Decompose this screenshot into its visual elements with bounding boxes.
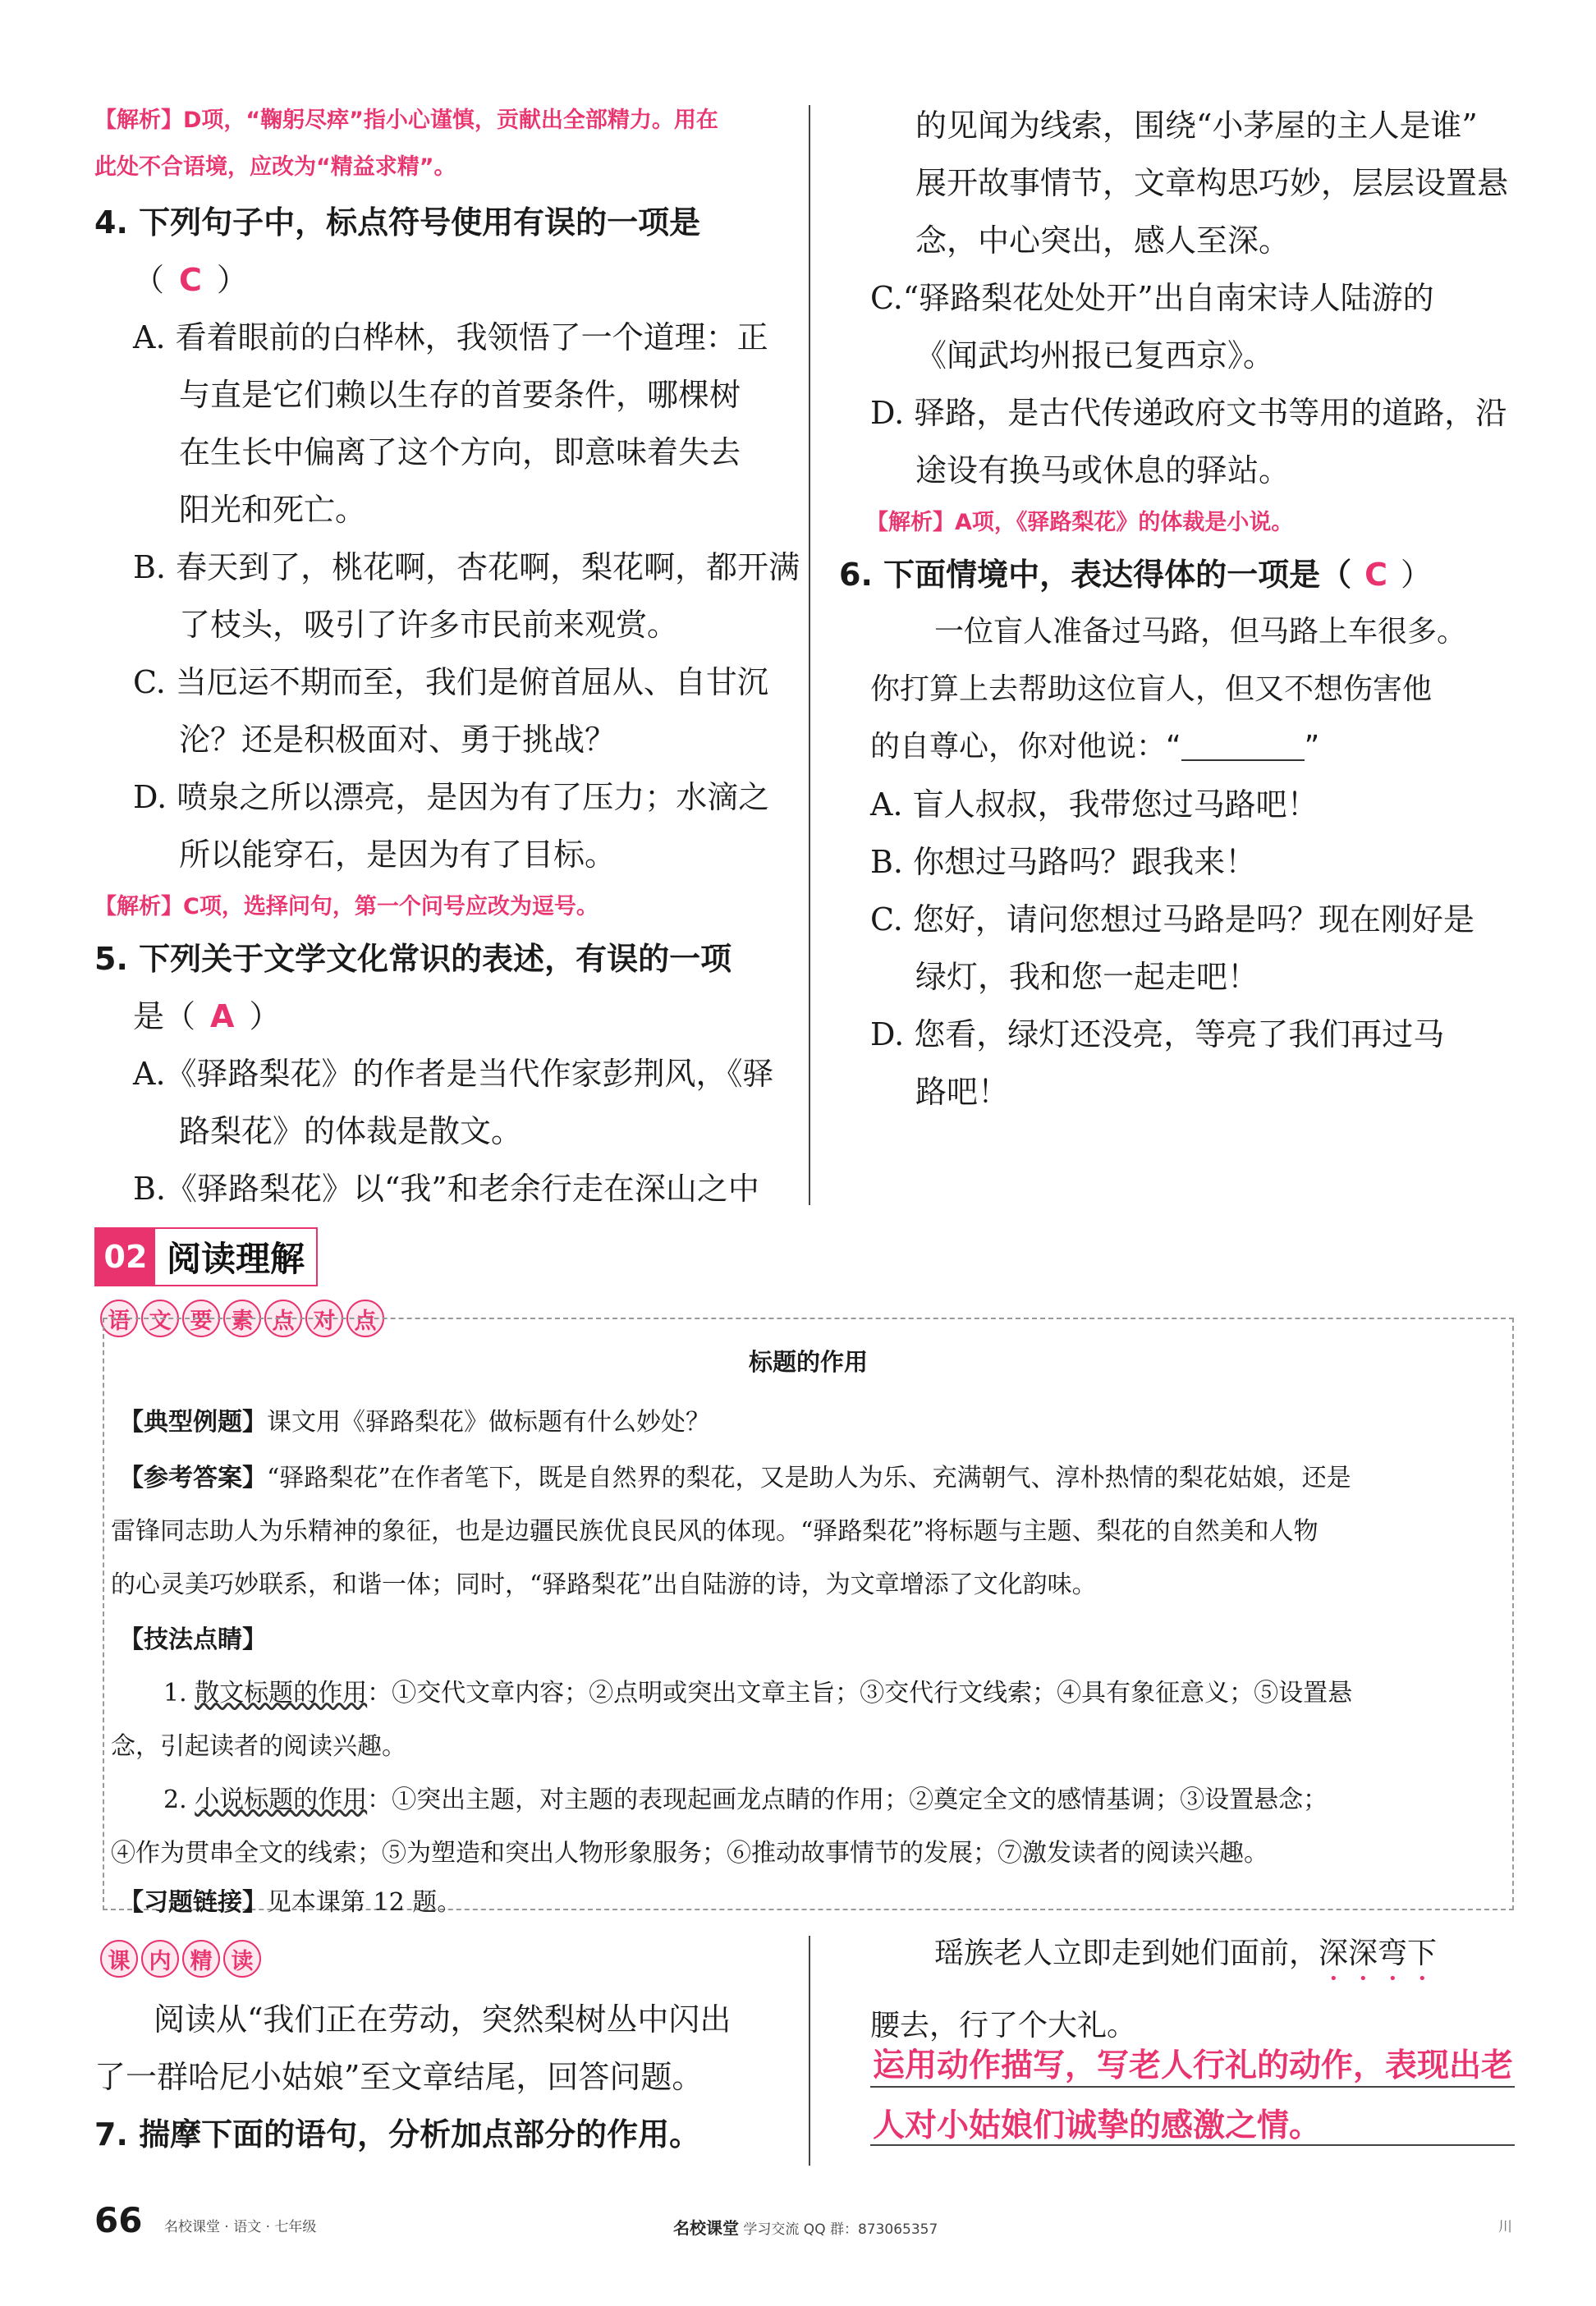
q5-option-b-cont: 念，中心突出，感人至深。 (915, 222, 1291, 259)
q6-scene-line1: 一位盲人准备过马路，但马路上车很多。 (934, 615, 1467, 649)
answer-rule (870, 2144, 1515, 2146)
q6-option-d: D. 您看，绿灯还没亮，等亮了我们再过马 (870, 1016, 1445, 1052)
tip-1-cont: 念，引起读者的阅读兴趣。 (111, 1732, 406, 1761)
box-title: 标题的作用 (748, 1348, 868, 1376)
q4-option-d-cont: 所以能穿石，是因为有了目标。 (179, 837, 617, 873)
q4-option-b: B. 春天到了，桃花啊，杏花啊，梨花啊，都开满 (133, 549, 800, 585)
reference-answer-line3: 的心灵美巧妙联系，和谐一体；同时，“驿路梨花”出自陆游的诗，为文章增添了文化韵味。 (111, 1570, 1097, 1599)
column-divider (809, 105, 810, 1205)
q6-option-a: A. 盲人叔叔，我带您过马路吧！ (870, 786, 1319, 823)
q6-scene-line2: 你打算上去帮助这位盲人，但又不想伤害他 (870, 672, 1433, 706)
tag-char: 素 (223, 1300, 261, 1337)
question-6-stem: 6. 下面情境中，表达得体的一项是（ C ） (839, 557, 1433, 593)
analysis-q5: 【解析】A项，《驿路梨花》的体裁是小说。 (866, 510, 1294, 535)
tag-char: 点 (264, 1300, 302, 1337)
reference-answer-line2: 雷锋同志助人为乐精神的象征，也是边疆民族优良民风的体现。“驿路梨花”将标题与主题、梨花的自然美和人物 (111, 1517, 1319, 1546)
tag-char: 点 (346, 1300, 384, 1337)
reference-answer-line1: 【参考答案】“驿路梨花”在作者笔下，既是自然界的梨花，又是助人为乐、充满朝气、淳朴热情的梨花姑娘，还是 (119, 1464, 1351, 1492)
reading-intro-line2: 了一群哈尼小姑娘”至文章结尾，回答问题。 (94, 2059, 704, 2095)
tag-char: 对 (305, 1300, 343, 1337)
analysis-q4: 【解析】C项，选择问句，第一个问号应改为逗号。 (94, 894, 598, 919)
book-title: 名校课堂 · 语文 · 七年级 (164, 2219, 317, 2235)
q7-answer-line1: 运用动作描写，写老人行礼的动作，表现出老 (873, 2047, 1514, 2084)
section-title: 阅读理解 (167, 1239, 305, 1279)
section-header (94, 1227, 318, 1286)
page-number: 66 (94, 2200, 143, 2240)
q5-option-d-cont: 途设有换马或休息的驿站。 (915, 452, 1291, 488)
q4-option-c: C. 当厄运不期而至，我们是俯首屈从、自甘沉 (133, 664, 768, 700)
q5-option-a: A.《驿路梨花》的作者是当代作家彭荆风，《驿 (133, 1056, 774, 1092)
q4-option-a-cont: 与直是它们赖以生存的首要条件，哪棵树 (179, 377, 741, 413)
q4-option-a: A. 看着眼前的白桦林，我领悟了一个道理：正 (133, 319, 768, 355)
q7-sentence-line1: 瑶族老人立即走到她们面前，深深弯下 (934, 1937, 1438, 1970)
tip-2-cont: ④作为贯串全文的线索；⑤为塑造和突出人物形象服务；⑥推动故事情节的发展；⑦激发读者的阅读兴趣。 (111, 1839, 1268, 1868)
q5-option-c-cont: 《闻武均州报已复西京》。 (915, 337, 1275, 374)
q4-option-c-cont: 沦？还是积极面对、勇于挑战？ (179, 722, 617, 758)
tag-char: 语 (100, 1300, 138, 1337)
q5-option-b-cont: 展开故事情节，文章构思巧妙，层层设置悬 (915, 165, 1509, 201)
q5-option-b-cont: 的见闻为线索，围绕“小茅屋的主人是谁” (915, 108, 1478, 144)
analysis-q3-line2: 此处不合语境，应改为“精益求精”。 (94, 154, 456, 180)
q6-option-d-cont: 路吧！ (915, 1074, 1010, 1110)
q6-option-b: B. 你想过马路吗？跟我来！ (870, 844, 1257, 880)
example-question: 【典型例题】课文用《驿路梨花》做标题有什么妙处？ (119, 1408, 710, 1437)
reading-intro-line1: 阅读从“我们正在劳动，突然梨树丛中闪出 (154, 2001, 732, 2038)
answer-rule (870, 2086, 1515, 2088)
right-column (839, 97, 1519, 1121)
tag-in-class-reading (100, 1940, 261, 1978)
q5-option-a-cont: 路梨花》的体裁是散文。 (179, 1113, 523, 1149)
knowledge-box (103, 1318, 1514, 1917)
q4-option-d: D. 喷泉之所以漂亮，是因为有了压力；水滴之 (133, 779, 770, 815)
question-4-stem: 4. 下列句子中，标点符号使用有误的一项是 (94, 204, 701, 241)
edition-mark: 川 (1498, 2219, 1512, 2235)
tag-char: 精 (182, 1940, 220, 1978)
answer-blank[interactable] (1181, 735, 1305, 761)
tag-char: 读 (223, 1940, 261, 1978)
q5-option-b: B.《驿路梨花》以“我”和老余行走在深山之中 (133, 1171, 759, 1207)
tag-char: 课 (100, 1940, 138, 1978)
analysis-q3-line1: 【解析】D项，“鞠躬尽瘁”指小心谨慎，贡献出全部精力。用在 (94, 108, 718, 133)
question-7: 7. 揣摩下面的语句，分析加点部分的作用。 (94, 2116, 701, 2152)
q4-option-a-cont: 阳光和死亡。 (179, 492, 367, 528)
q4-option-a-cont: 在生长中偏离了这个方向，即意味着失去 (179, 434, 741, 470)
q5-option-c: C.“驿路梨花处处开”出自南宋诗人陆游的 (870, 280, 1434, 316)
tip-label: 【技法点睛】 (119, 1625, 267, 1654)
question-5-stem: 5. 下列关于文学文化常识的表述，有误的一项 (94, 941, 732, 977)
q4-option-b-cont: 了枝头，吸引了许多市民前来观赏。 (179, 607, 679, 643)
left-column (94, 97, 800, 1217)
q7-sentence-line2: 腰去，行了个大礼。 (870, 2009, 1137, 2042)
qq-group: 名校课堂 学习交流 QQ 群：873065357 (673, 2218, 938, 2238)
tip-1: 1. 散文标题的作用：①交代文章内容；②点明或突出文章主旨；③交代行文线索；④具有象征意义；⑤设置悬 (163, 1679, 1353, 1708)
q6-option-c-cont: 绿灯，我和您一起走吧！ (915, 959, 1259, 995)
tag-char: 要 (182, 1300, 220, 1337)
exercise-link: 【习题链接】见本课第 12 题。 (119, 1888, 462, 1917)
q6-option-c: C. 您好，请问您想过马路是吗？现在刚好是 (870, 901, 1474, 938)
q7-answer-line2: 人对小姑娘们诚挚的感激之情。 (873, 2107, 1322, 2144)
section-number: 02 (96, 1229, 155, 1285)
question-4-answer: （ C ） (133, 262, 248, 298)
tip-2: 2. 小说标题的作用：①突出主题，对主题的表现起画龙点睛的作用；②奠定全文的感情基调；③设置悬念； (163, 1786, 1328, 1814)
question-5-answer: 是（ A ） (133, 998, 281, 1034)
q5-option-d: D. 驿路，是古代传递政府文书等用的道路，沿 (870, 395, 1507, 431)
column-divider-bottom (809, 1936, 810, 2166)
tag-char: 内 (141, 1940, 179, 1978)
q6-scene-line3: 的自尊心，你对他说：“ ” (870, 730, 1320, 763)
reading-intro (94, 1991, 792, 2163)
tag-char: 文 (141, 1300, 179, 1337)
